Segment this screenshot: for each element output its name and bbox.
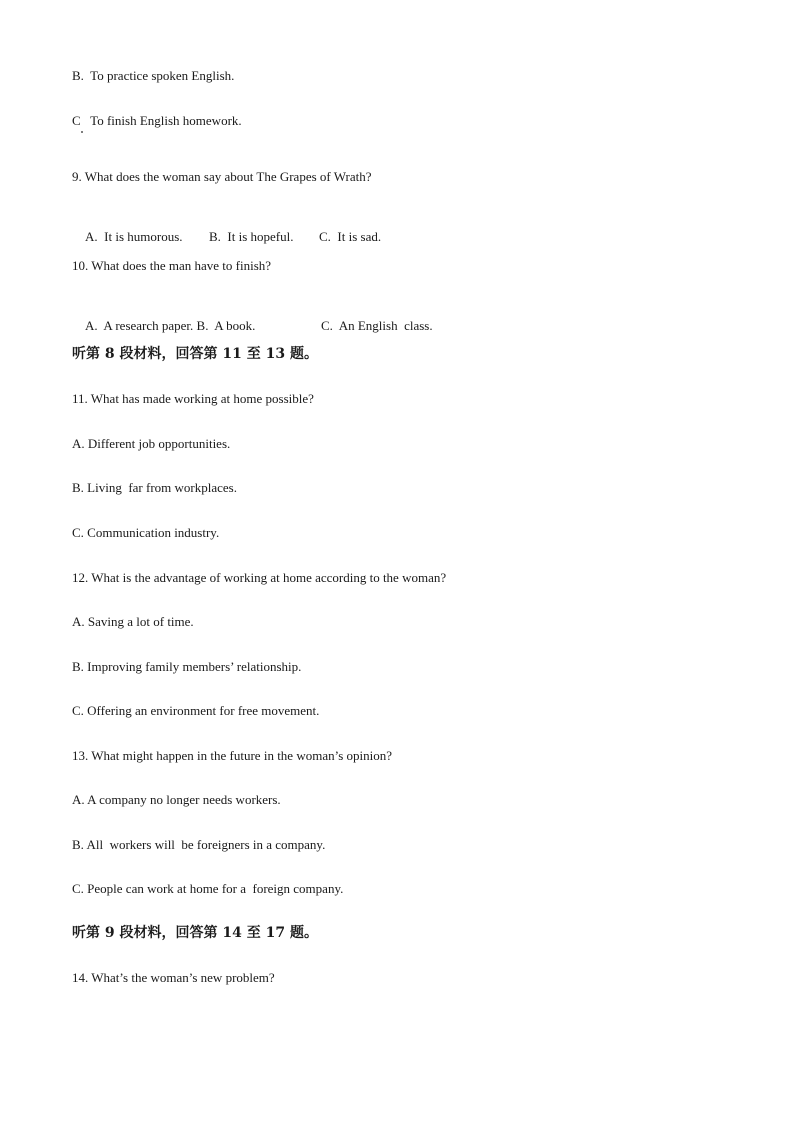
- q8-option-c: C To finish English homework.: [72, 113, 242, 128]
- q9-option-c: C. It is sad.: [319, 229, 382, 244]
- q10-option-a-b: A. A research paper. B. A book.: [85, 318, 256, 333]
- q11-option-c: C. Communication industry.: [72, 525, 220, 540]
- q13-option-c: C. People can work at home for a foreign company.: [72, 881, 344, 896]
- question-13: 13. What might happen in the future in the woman’s opinion?: [72, 748, 393, 763]
- q12-option-b: B. Improving family members’ relationship.: [72, 659, 302, 674]
- question-11: 11. What has made working at home possible?: [72, 391, 314, 406]
- q8-option-b: B. To practice spoken English.: [72, 68, 235, 83]
- section-heading-8: 听第 8 段材料，回答第 11 至 13 题。: [72, 346, 318, 362]
- q13-option-a: A. A company no longer needs workers.: [72, 792, 281, 807]
- q10-options: [72, 302, 433, 350]
- q13-option-b: B. All workers will be foreigners in a company.: [72, 837, 326, 852]
- q12-option-c: C. Offering an environment for free movement.: [72, 703, 320, 718]
- q12-option-a: A. Saving a lot of time.: [72, 614, 194, 629]
- q9-options: [72, 213, 381, 261]
- section-heading-9: 听第 9 段材料，回答第 14 至 17 题。: [72, 925, 318, 941]
- q11-option-a: A. Different job opportunities.: [72, 436, 231, 451]
- question-9: 9. What does the woman say about The Grapes of Wrath?: [72, 169, 372, 184]
- question-14: 14. What’s the woman’s new problem?: [72, 970, 275, 985]
- q11-option-b: B. Living far from workplaces.: [72, 480, 237, 495]
- q9-option-b: B. It is hopeful.: [209, 229, 294, 244]
- question-10: 10. What does the man have to finish?: [72, 258, 272, 273]
- q9-option-a: A. It is humorous.: [85, 229, 183, 244]
- q10-option-c: C. An English class.: [321, 318, 433, 333]
- question-12: 12. What is the advantage of working at home according to the woman?: [72, 570, 447, 585]
- stray-dot-mark: [81, 131, 83, 133]
